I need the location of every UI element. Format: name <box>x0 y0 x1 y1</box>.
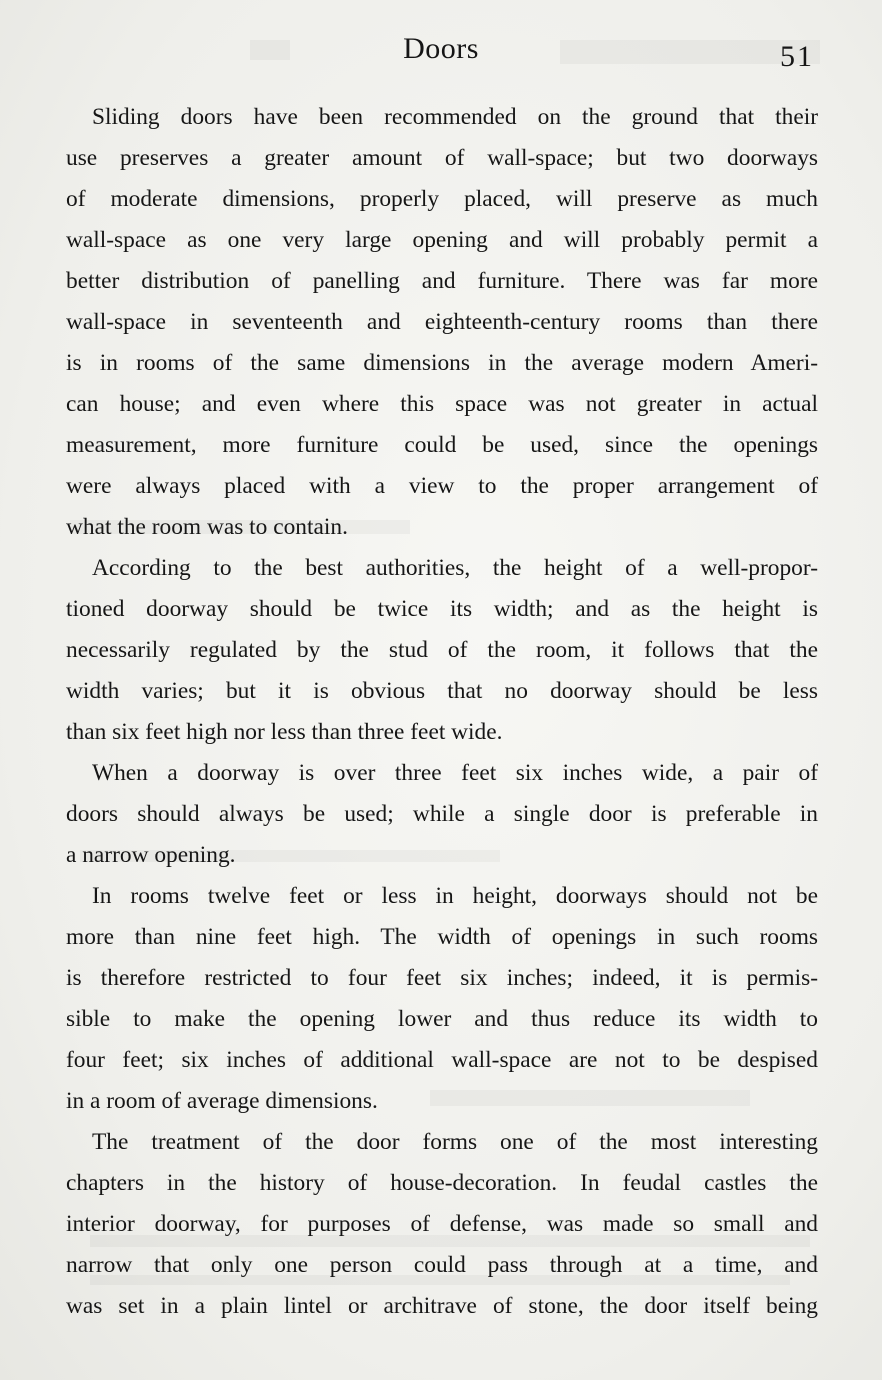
text-line: what the room was to contain. <box>66 514 348 540</box>
text-line: in a room of average dimensions. <box>66 1088 378 1114</box>
text-line: tioned doorway should be twice its width; and as the height is <box>66 596 818 622</box>
text-line: chapters in the history of house-decoration. In feudal castles the <box>66 1170 818 1196</box>
paragraph <box>66 753 818 876</box>
text-line: wall-space in seventeenth and eighteenth-century rooms than there <box>66 309 818 335</box>
text-line: In rooms twelve feet or less in height, doorways should not be <box>92 883 818 909</box>
text-line: doors should always be used; while a single door is preferable in <box>66 801 818 827</box>
text-line: was set in a plain lintel or architrave of stone, the door itself being <box>66 1293 818 1319</box>
text-line: When a doorway is over three feet six inches wide, a pair of <box>92 760 818 786</box>
text-line: necessarily regulated by the stud of the room, it follows that the <box>66 637 818 663</box>
text-line: measurement, more furniture could be used, since the openings <box>66 432 818 458</box>
text-line: four feet; six inches of additional wall-space are not to be despised <box>66 1047 818 1073</box>
text-line: The treatment of the door forms one of the most interesting <box>92 1129 818 1155</box>
paragraph <box>66 97 818 548</box>
text-line: use preserves a greater amount of wall-space; but two doorways <box>66 145 818 171</box>
text-line: narrow that only one person could pass through at a time, and <box>66 1252 818 1278</box>
text-line: interior doorway, for purposes of defense, was made so small and <box>66 1211 818 1237</box>
text-line: better distribution of panelling and furniture. There was far more <box>66 268 818 294</box>
text-line: can house; and even where this space was not greater in actual <box>66 391 818 417</box>
text-line: wall-space as one very large opening and will probably permit a <box>66 227 818 253</box>
text-line: a narrow opening. <box>66 842 236 868</box>
text-line: width varies; but it is obvious that no doorway should be less <box>66 678 818 704</box>
text-line: is therefore restricted to four feet six inches; indeed, it is permis- <box>66 965 818 991</box>
page-number: 51 <box>780 40 814 73</box>
text-line: were always placed with a view to the proper arrangement of <box>66 473 818 499</box>
text-line: According to the best authorities, the height of a well-propor- <box>92 555 818 581</box>
text-line: more than nine feet high. The width of openings in such rooms <box>66 924 818 950</box>
paragraph <box>66 1122 818 1327</box>
paragraph <box>66 876 818 1122</box>
text-line: is in rooms of the same dimensions in the average modern Ameri- <box>66 350 818 376</box>
paragraph <box>66 548 818 753</box>
running-head-title: Doors <box>403 32 479 65</box>
text-line: of moderate dimensions, properly placed, will preserve as much <box>66 186 818 212</box>
text-line: Sliding doors have been recommended on the ground that their <box>92 104 818 130</box>
body-text <box>66 97 818 1327</box>
text-line: sible to make the opening lower and thus reduce its width to <box>66 1006 818 1032</box>
text-line: than six feet high nor less than three feet wide. <box>66 719 503 745</box>
